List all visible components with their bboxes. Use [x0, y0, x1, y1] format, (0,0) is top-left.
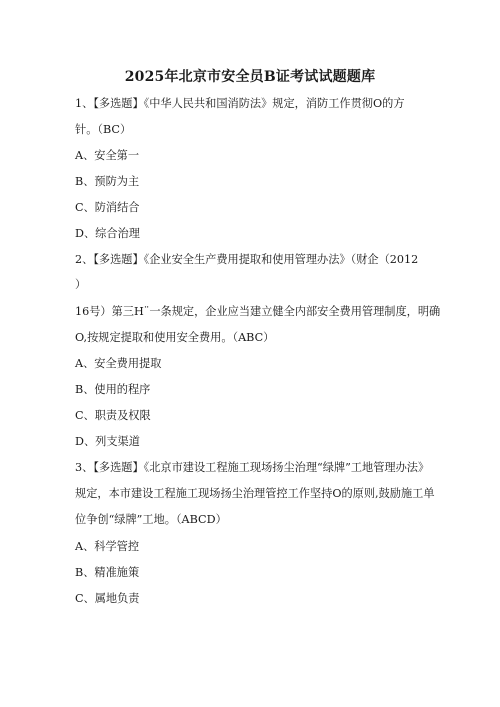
question-3-line-3: 位争创“绿牌”工地。（ABCD） — [75, 513, 227, 526]
question-3-option-b: B、精准施策 — [75, 566, 140, 579]
question-1-line-2: 针。（BC） — [75, 123, 132, 136]
question-2-option-d: D、列支渠道 — [75, 435, 140, 448]
question-3-option-c: C、属地负责 — [75, 592, 140, 605]
question-1-option-a: A、安全第一 — [75, 149, 140, 162]
question-2-option-a: A、安全费用提取 — [75, 357, 162, 370]
question-2-option-c: C、职责及权限 — [75, 409, 151, 422]
question-2-line-3: 16号）第三H¨一条规定，企业应当建立健全内部安全费用管理制度，明确 — [75, 305, 441, 318]
question-3-line-1: 3、【多选题】《北京市建设工程施工现场扬尘治理“绿牌”工地管理办法》 — [75, 461, 430, 474]
question-2-line-2: ） — [75, 278, 87, 291]
question-1-option-b: B、预防为主 — [75, 175, 140, 188]
question-1-line-1: 1、【多选题】《中华人民共和国消防法》规定，消防工作贯彻O的方 — [75, 97, 405, 110]
question-2-line-4: O,按规定提取和使用安全费用。（ABC） — [75, 331, 275, 344]
question-2-line-1: 2、【多选题】《企业安全生产费用提取和使用管理办法》（财企（2012 — [75, 253, 419, 266]
question-1-option-d: D、综合治理 — [75, 227, 140, 240]
question-1-option-c: C、防消结合 — [75, 201, 140, 214]
question-3-option-a: A、科学管控 — [75, 540, 140, 553]
document-title: 2025年北京市安全员B证考试试题题库 — [124, 69, 376, 85]
question-3-line-2: 规定，本市建设工程施工现场扬尘治理管控工作坚持O的原则,鼓励施工单 — [75, 487, 435, 500]
question-2-option-b: B、使用的程序 — [75, 383, 151, 396]
